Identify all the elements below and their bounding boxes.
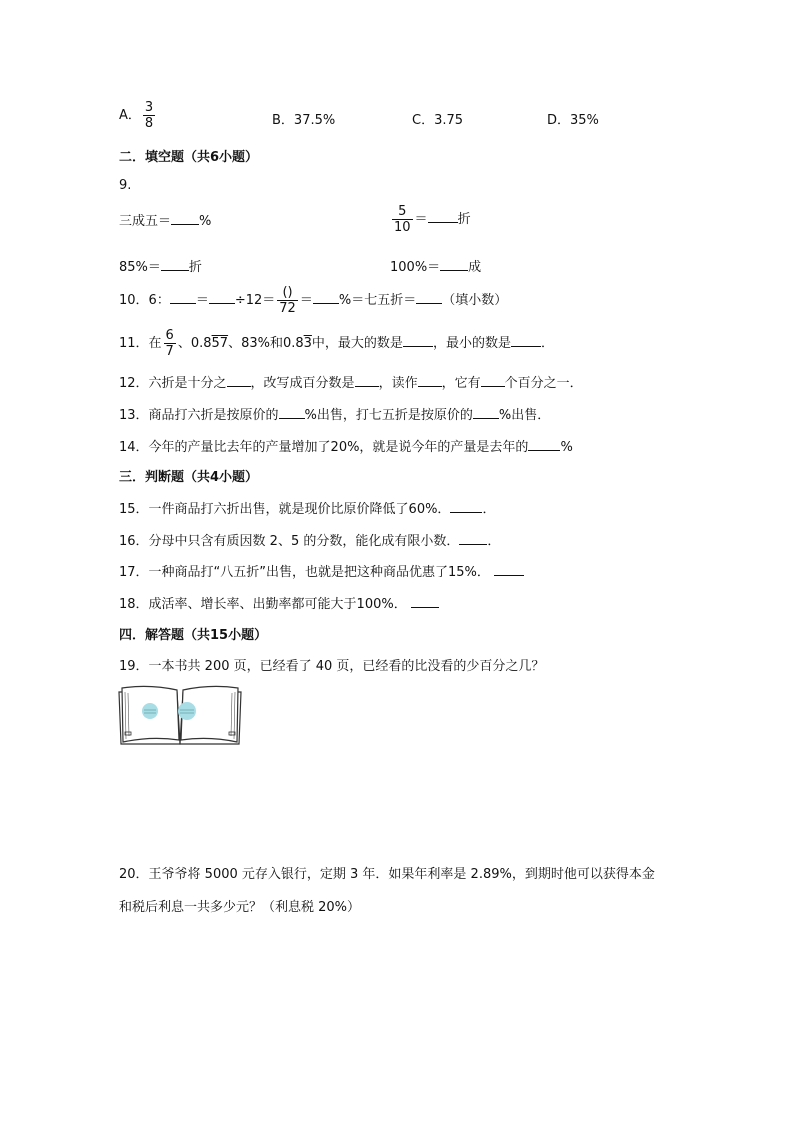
q9-row1-right xyxy=(390,204,471,235)
fraction-denominator: 72 xyxy=(279,301,296,316)
answer-blank[interactable] xyxy=(428,210,458,223)
question-16 xyxy=(119,530,500,549)
fraction-numerator: 5 xyxy=(398,204,407,219)
q11-text: 、0.8 xyxy=(177,336,212,351)
q12-text: ，改写成百分数是 xyxy=(250,376,355,391)
q15-text: ． xyxy=(482,502,496,517)
answer-blank[interactable] xyxy=(418,374,442,387)
answer-blank[interactable] xyxy=(161,258,189,271)
fraction-numerator: 3 xyxy=(144,100,154,115)
q10-text: ÷12＝ xyxy=(234,293,276,308)
q9-number: 9. xyxy=(119,178,132,193)
q10-text: ＝ xyxy=(299,293,313,308)
q18-text: 18．成活率、增长率、出勤率都可能大于100%． xyxy=(119,597,407,612)
q9-text: 成 xyxy=(468,260,482,275)
answer-blank[interactable] xyxy=(355,374,379,387)
repeating-digits: 3 xyxy=(303,336,312,351)
q16-text: ． xyxy=(487,534,501,549)
answer-blank[interactable] xyxy=(528,438,560,451)
question-14 xyxy=(119,436,573,455)
q10-text: %＝七五折＝ xyxy=(338,293,417,308)
fraction-denominator: 10 xyxy=(394,220,411,235)
q10-text: ＝ xyxy=(195,293,209,308)
fraction-numerator: 6 xyxy=(165,328,174,343)
q8-option-a xyxy=(119,100,157,131)
answer-blank[interactable] xyxy=(171,212,199,225)
q9-text: 85%＝ xyxy=(119,260,161,275)
section-heading-solve: 四．解答题（共15小题） xyxy=(119,628,268,643)
q10-text: （填小数） xyxy=(442,293,508,308)
question-13 xyxy=(119,404,550,423)
q8-option-d: D．35% xyxy=(547,113,599,128)
answer-blank[interactable] xyxy=(279,406,305,419)
question-19: 19．一本书共 200 页，已经看了 40 页，已经看的比没看的少百分之几？ xyxy=(119,659,545,674)
answer-blank[interactable] xyxy=(313,291,339,304)
q13-text: %出售，打七五折是按原价的 xyxy=(304,408,473,423)
answer-blank[interactable] xyxy=(440,258,468,271)
q13-text: 13．商品打六折是按原价的 xyxy=(119,408,279,423)
question-20-line1: 20．王爷爷将 5000 元存入银行，定期 3 年．如果年利率是 2.89%，到期时他可以获得本金 xyxy=(119,867,655,882)
q9-text: % xyxy=(199,214,212,229)
question-15 xyxy=(119,498,495,517)
answer-blank[interactable] xyxy=(450,500,482,513)
q9-row2-right xyxy=(390,256,481,275)
answer-blank[interactable] xyxy=(511,334,541,347)
q12-text: 个百分之一． xyxy=(504,376,583,391)
section-heading-judgement: 三．判断题（共4小题） xyxy=(119,470,259,485)
answer-blank[interactable] xyxy=(170,291,196,304)
answer-blank[interactable] xyxy=(227,374,251,387)
q9-row2-left xyxy=(119,256,202,275)
q11-text: ，最小的数是 xyxy=(432,336,511,351)
q9-text: 折 xyxy=(188,260,202,275)
q11-text: ． xyxy=(540,336,554,351)
q11-text: 11．在 xyxy=(119,336,162,351)
q12-text: ，它有 xyxy=(441,376,481,391)
question-12 xyxy=(119,372,583,391)
question-10 xyxy=(119,285,507,316)
left-page-spot xyxy=(142,703,158,719)
q13-text: %出售． xyxy=(498,408,551,423)
question-17 xyxy=(119,561,524,580)
section-heading-fill-in: 二．填空题（共6小题） xyxy=(119,150,259,165)
q15-text: 15．一件商品打六折出售，就是现价比原价降低了60%． xyxy=(119,502,451,517)
repeating-digits: 57 xyxy=(211,336,229,351)
q14-text: % xyxy=(560,440,573,455)
q9-row1-left xyxy=(119,210,211,229)
q11-text: 、83%和0.8 xyxy=(228,336,304,351)
q12-text: ，读作 xyxy=(378,376,418,391)
q9-text: ＝ xyxy=(414,212,428,227)
q8-option-c: C．3.75 xyxy=(412,113,464,128)
answer-blank[interactable] xyxy=(481,374,505,387)
answer-blank[interactable] xyxy=(494,563,524,576)
fraction-numerator: () xyxy=(282,285,293,300)
q16-text: 16．分母中只含有质因数 2、5 的分数，能化成有限小数． xyxy=(119,534,460,549)
question-18 xyxy=(119,593,439,612)
q8-option-a-fraction xyxy=(143,100,155,131)
answer-blank[interactable] xyxy=(209,291,235,304)
q8-option-a-label: A． xyxy=(119,108,141,123)
fraction-denominator: 8 xyxy=(144,116,154,131)
q11-fraction xyxy=(164,328,176,359)
answer-blank[interactable] xyxy=(403,334,433,347)
q9-text: 折 xyxy=(457,212,471,227)
q12-text: 12．六折是十分之 xyxy=(119,376,227,391)
right-page-spot xyxy=(178,702,196,720)
q9-text: 100%＝ xyxy=(390,260,441,275)
fraction-denominator: 7 xyxy=(165,344,174,359)
q9-fraction xyxy=(392,204,413,235)
q10-text: 10．6： xyxy=(119,293,170,308)
q8-option-b: B．37.5% xyxy=(272,113,336,128)
open-book-image xyxy=(117,684,243,748)
answer-blank[interactable] xyxy=(473,406,499,419)
question-11 xyxy=(119,328,554,359)
q14-text: 14．今年的产量比去年的产量增加了20%，就是说今年的产量是去年的 xyxy=(119,440,529,455)
q17-text: 17．一种商品打“八五折”出售，也就是把这种商品优惠了15%． xyxy=(119,565,490,580)
q10-fraction xyxy=(277,285,298,316)
q9-text: 三成五＝ xyxy=(119,214,172,229)
q11-text: 中，最大的数是 xyxy=(311,336,403,351)
answer-blank[interactable] xyxy=(459,532,487,545)
question-20-line2: 和税后利息一共多少元？（利息税 20%） xyxy=(119,900,361,915)
answer-blank[interactable] xyxy=(416,291,442,304)
answer-blank[interactable] xyxy=(411,595,439,608)
